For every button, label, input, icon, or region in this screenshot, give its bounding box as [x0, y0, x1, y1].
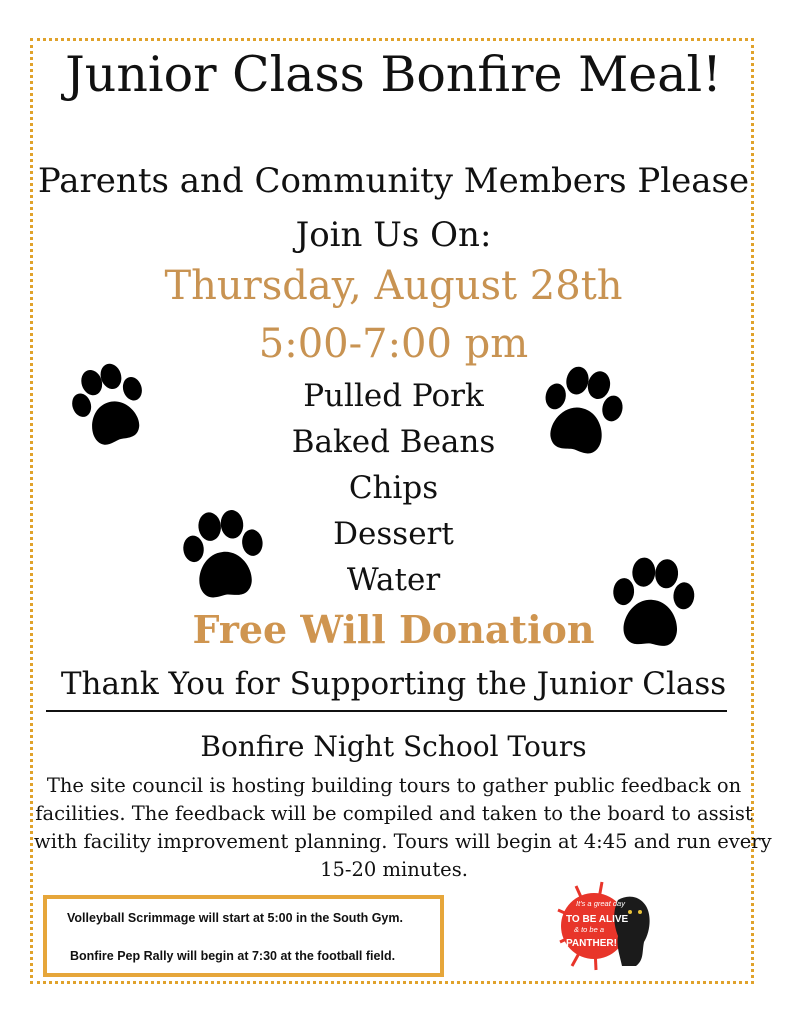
- tours-heading: Bonfire Night School Tours: [200, 730, 587, 763]
- tours-line: facilities. The feedback will be compiled and taken to the board to assist: [35, 802, 753, 825]
- page-title: Junior Class Bonfire Meal!: [65, 46, 722, 103]
- schedule-note-box: [43, 895, 444, 977]
- tours-line: The site council is hosting building tours to gather public feedback on: [46, 774, 742, 797]
- menu-item: Chips: [348, 470, 439, 506]
- tours-description: [34, 772, 772, 884]
- tours-line: 15-20 minutes.: [320, 858, 468, 881]
- volleyball-note: Volleyball Scrimmage will start at 5:00 in the South Gym.: [67, 911, 403, 925]
- thanks-text: Thank You for Supporting the Junior Class: [60, 666, 727, 702]
- panther-logo: [556, 880, 656, 972]
- logo-line: It's a great day: [576, 899, 625, 908]
- paw-print-icon: [172, 505, 274, 607]
- invite-line-1: Parents and Community Members Please: [37, 161, 750, 201]
- divider: [46, 710, 727, 712]
- pep-rally-note: Bonfire Pep Rally will begin at 7:30 at the football field.: [70, 949, 396, 963]
- logo-line: TO BE ALIVE: [566, 914, 629, 925]
- donation-text: Free Will Donation: [192, 607, 595, 652]
- paw-print-icon: [62, 360, 156, 452]
- paw-print-icon: [600, 552, 704, 656]
- menu-item: Baked Beans: [291, 424, 496, 460]
- event-time: 5:00-7:00 pm: [258, 321, 529, 367]
- logo-line: & to be a: [574, 925, 605, 934]
- logo-line: PANTHER!: [566, 938, 617, 949]
- tours-line: with facility improvement planning. Tours will begin at 4:45 and run every: [34, 830, 772, 853]
- event-date: Thursday, August 28th: [164, 263, 623, 309]
- menu-item: Pulled Pork: [303, 378, 484, 414]
- paw-print-icon: [530, 362, 632, 462]
- invite-line-2: Join Us On:: [295, 215, 492, 255]
- menu-item: Dessert: [333, 516, 454, 552]
- menu-item: Water: [346, 562, 441, 598]
